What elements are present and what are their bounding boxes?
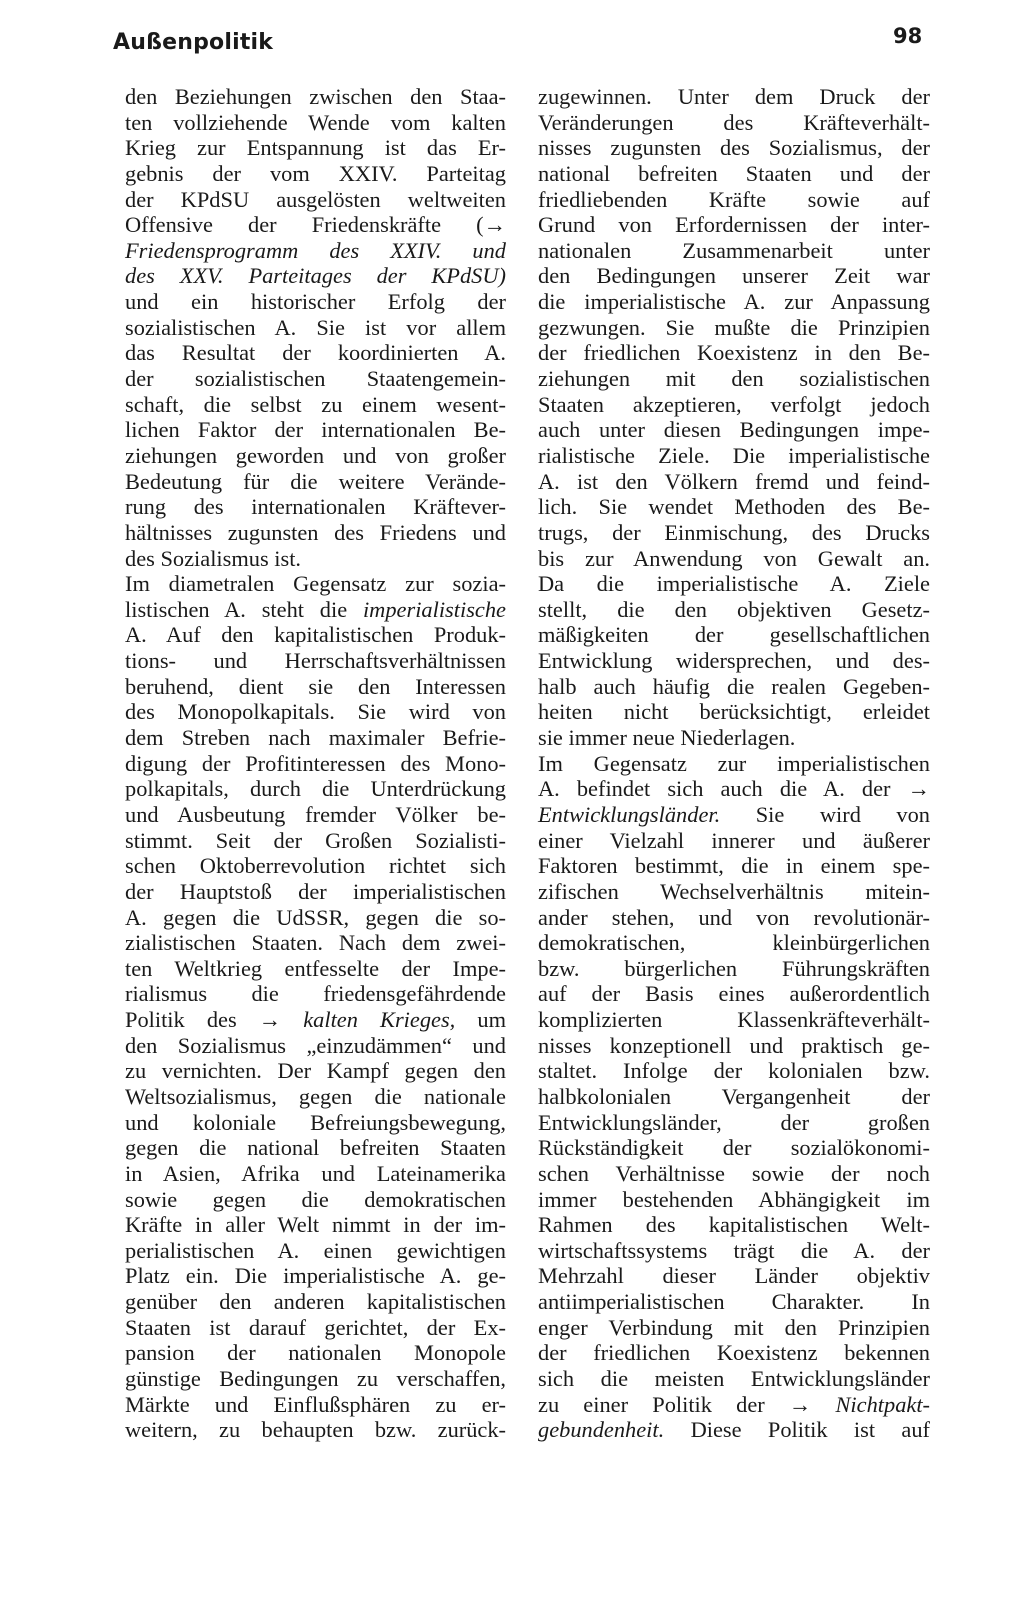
text-line	[538, 212, 930, 238]
text-segment: stellt, die den objektiven Gesetz-	[538, 596, 930, 622]
text-segment: sowie gegen die demokratischen	[125, 1186, 506, 1212]
text-segment: gegen die national befreiten Staaten	[125, 1135, 506, 1161]
text-line	[125, 1084, 506, 1110]
text-segment: um	[455, 1007, 506, 1033]
page-header-title: Außenpolitik	[113, 30, 274, 55]
text-segment: ten vollziehende Wende vom kalten	[125, 109, 506, 135]
text-segment: zu einer Politik der →	[538, 1391, 836, 1417]
text-line	[125, 725, 506, 751]
text-line	[538, 1187, 930, 1213]
text-line	[538, 546, 930, 572]
text-segment: der Hauptstoß der imperialistischen	[125, 878, 506, 904]
text-segment: trugs, der Einmischung, des Drucks	[538, 519, 930, 545]
text-segment: den Bedingungen unserer Zeit war	[538, 263, 930, 289]
text-line	[125, 520, 506, 546]
right-text-column	[538, 84, 930, 1443]
text-segment: Weltsozialismus, gegen die nationale	[125, 1083, 506, 1109]
text-line	[125, 238, 506, 264]
text-line	[538, 469, 930, 495]
text-segment: in Asien, Afrika und Lateinamerika	[125, 1160, 506, 1186]
text-segment: wirtschaftssystems trägt die A. der	[538, 1237, 930, 1263]
text-line	[538, 622, 930, 648]
text-line	[125, 1392, 506, 1418]
text-line	[125, 1238, 506, 1264]
text-segment: ziehungen mit den sozialistischen	[538, 366, 930, 392]
text-segment: Entwicklungsländer, der großen	[538, 1109, 930, 1135]
text-line	[125, 853, 506, 879]
text-line	[125, 1007, 506, 1033]
text-line	[538, 1084, 930, 1110]
text-segment: schen Verhältnisse sowie der noch	[538, 1160, 930, 1186]
text-segment: national befreiten Staaten und der	[538, 160, 930, 186]
text-line	[538, 84, 930, 110]
italic-text-segment: Friedensprogramm des XXIV. und	[125, 237, 506, 263]
text-line	[125, 263, 506, 289]
text-line	[538, 340, 930, 366]
text-line	[125, 84, 506, 110]
text-segment: listischen A. steht die	[125, 596, 363, 622]
text-line	[125, 1263, 506, 1289]
text-segment: Märkte und Einflußsphären zu er-	[125, 1391, 506, 1417]
text-segment: digung der Profitinteressen des Mono-	[125, 750, 506, 776]
text-line	[125, 1289, 506, 1315]
text-line	[538, 879, 930, 905]
text-segment: Sie wird von	[720, 801, 930, 827]
text-line	[538, 1033, 930, 1059]
text-segment: enger Verbindung mit den Prinzipien	[538, 1314, 930, 1340]
text-line	[538, 110, 930, 136]
italic-text-segment: Nichtpakt-	[835, 1391, 930, 1417]
text-segment: ziehungen geworden und von großer	[125, 442, 506, 468]
text-segment: A. Auf den kapitalistischen Produk-	[125, 622, 506, 648]
text-segment: Entwicklung widersprechen, und des-	[538, 648, 930, 674]
text-segment: friedliebenden Kräfte sowie auf	[538, 186, 930, 212]
text-line	[538, 392, 930, 418]
text-segment: stimmt. Seit der Großen Sozialisti-	[125, 827, 506, 853]
text-line	[125, 315, 506, 341]
page-number: 98	[893, 24, 923, 48]
text-segment: Platz ein. Die imperialistische A. ge-	[125, 1263, 506, 1289]
text-segment: und koloniale Befreiungsbewegung,	[125, 1109, 506, 1135]
text-line	[125, 135, 506, 161]
text-segment: den Beziehungen zwischen den Staa-	[125, 84, 506, 109]
text-line	[538, 751, 930, 777]
text-line	[538, 1212, 930, 1238]
text-segment: dem Streben nach maximaler Befrie-	[125, 725, 506, 751]
text-line	[125, 340, 506, 366]
text-segment: ander stehen, und von revolutionär-	[538, 904, 930, 930]
italic-text-segment: Entwicklungsländer.	[538, 801, 721, 827]
text-segment: genüber den anderen kapitalistischen	[125, 1289, 506, 1315]
text-line	[125, 802, 506, 828]
text-line	[538, 802, 930, 828]
text-line	[538, 956, 930, 982]
text-segment: lich. Sie wendet Methoden des Be-	[538, 494, 930, 520]
text-segment: heiten nicht berücksichtigt, erleidet	[538, 699, 930, 725]
text-line	[538, 1110, 930, 1136]
text-line	[538, 725, 930, 751]
text-segment: Rahmen des kapitalistischen Welt-	[538, 1212, 930, 1238]
text-line	[125, 699, 506, 725]
text-line	[125, 622, 506, 648]
text-segment: Krieg zur Entspannung ist das Er-	[125, 135, 506, 161]
text-segment: sich die meisten Entwicklungsländer	[538, 1366, 930, 1392]
text-segment: günstige Bedingungen zu verschaffen,	[125, 1366, 506, 1392]
text-line	[538, 238, 930, 264]
text-line	[538, 443, 930, 469]
text-line	[125, 392, 506, 418]
text-line	[125, 1212, 506, 1238]
text-segment: Im Gegensatz zur imperialistischen	[538, 750, 930, 776]
text-segment: perialistischen A. einen gewichtigen	[125, 1237, 506, 1263]
text-line	[125, 366, 506, 392]
text-segment: bis zur Anwendung von Gewalt an.	[538, 545, 930, 571]
text-line	[538, 1289, 930, 1315]
text-line	[125, 187, 506, 213]
text-line	[538, 905, 930, 931]
text-segment: das Resultat der koordinierten A.	[125, 340, 506, 366]
text-line	[125, 956, 506, 982]
text-segment: polkapitals, durch die Unterdrückung	[125, 776, 506, 802]
text-segment: gebnis der vom XXIV. Parteitag	[125, 160, 506, 186]
text-segment: immer bestehenden Abhängigkeit im	[538, 1186, 930, 1212]
text-segment: halb auch häufig die realen Gegeben-	[538, 673, 930, 699]
italic-text-segment: kalten Krieges,	[303, 1007, 456, 1033]
text-segment: tions- und Herrschaftsverhältnissen	[125, 648, 506, 674]
text-line	[125, 648, 506, 674]
text-segment: nisses konzeptionell und praktisch ge-	[538, 1032, 930, 1058]
text-line	[125, 1187, 506, 1213]
text-segment: nisses zugunsten des Sozialismus, der	[538, 135, 930, 161]
text-segment: Im diametralen Gegensatz zur sozia-	[125, 571, 506, 597]
text-line	[538, 776, 930, 802]
text-segment: zialistischen Staaten. Nach dem zwei-	[125, 930, 506, 956]
text-line	[125, 1058, 506, 1084]
text-segment: Staaten ist darauf gerichtet, der Ex-	[125, 1314, 506, 1340]
text-segment: rialistische Ziele. Die imperialistische	[538, 442, 930, 468]
text-segment: halbkolonialen Vergangenheit der	[538, 1083, 930, 1109]
text-segment: einer Vielzahl innerer und äußerer	[538, 827, 930, 853]
left-text-column	[125, 84, 506, 1443]
text-segment: A. ist den Völkern fremd und feind-	[538, 468, 930, 494]
text-line	[125, 571, 506, 597]
text-line	[125, 1417, 506, 1443]
text-segment: Diese Politik ist auf	[664, 1417, 930, 1443]
text-segment: Mehrzahl dieser Länder objektiv	[538, 1263, 930, 1289]
text-line	[125, 1110, 506, 1136]
text-line	[538, 981, 930, 1007]
text-line	[125, 879, 506, 905]
text-line	[125, 828, 506, 854]
text-line	[125, 597, 506, 623]
text-line	[125, 1366, 506, 1392]
text-line	[125, 417, 506, 443]
text-line	[125, 546, 506, 572]
text-segment: staltet. Infolge der kolonialen bzw.	[538, 1058, 930, 1084]
text-line	[125, 1161, 506, 1187]
italic-text-segment: des XXV. Parteitages der KPdSU)	[125, 263, 506, 289]
text-line	[125, 930, 506, 956]
text-segment: hältnisses zugunsten des Friedens und	[125, 519, 506, 545]
text-segment: beruhend, dient sie den Interessen	[125, 673, 506, 699]
italic-text-segment: gebundenheit.	[538, 1417, 665, 1443]
text-line	[538, 648, 930, 674]
text-line	[538, 1007, 930, 1033]
text-line	[125, 494, 506, 520]
text-segment: den Sozialismus „einzudämmen“ und	[125, 1032, 506, 1058]
text-segment: rung des internationalen Kräftever-	[125, 494, 506, 520]
text-line	[538, 930, 930, 956]
text-segment: Politik des →	[125, 1007, 304, 1033]
text-line	[125, 1315, 506, 1341]
text-line	[125, 110, 506, 136]
text-segment: der friedlichen Koexistenz in den Be-	[538, 340, 930, 366]
text-segment: rialismus die friedensgefährdende	[125, 981, 506, 1007]
text-line	[125, 1033, 506, 1059]
text-line	[538, 1340, 930, 1366]
text-line	[125, 443, 506, 469]
text-segment: Grund von Erfordernissen der inter-	[538, 212, 930, 238]
text-segment: komplizierten Klassenkräfteverhält-	[538, 1007, 930, 1033]
text-segment: Offensive der Friedenskräfte (→	[125, 212, 506, 238]
text-line	[538, 494, 930, 520]
text-segment: antiimperialistischen Charakter. In	[538, 1289, 930, 1315]
text-line	[538, 1135, 930, 1161]
text-line	[125, 289, 506, 315]
text-segment: Bedeutung für die weitere Verände-	[125, 468, 506, 494]
text-line	[125, 981, 506, 1007]
text-line	[538, 289, 930, 315]
text-line	[538, 1315, 930, 1341]
text-line	[538, 699, 930, 725]
text-line	[538, 1263, 930, 1289]
text-line	[125, 905, 506, 931]
text-segment: Da die imperialistische A. Ziele	[538, 571, 930, 597]
text-segment: zifischen Wechselverhältnis mitein-	[538, 878, 930, 904]
text-segment: Veränderungen des Kräfteverhält-	[538, 109, 930, 135]
text-line	[538, 1366, 930, 1392]
text-segment: die imperialistische A. zur Anpassung	[538, 289, 930, 315]
text-segment: der friedlichen Koexistenz bekennen	[538, 1340, 930, 1366]
text-segment: und Ausbeutung fremder Völker be-	[125, 801, 506, 827]
text-segment: Staaten akzeptieren, verfolgt jedoch	[538, 391, 930, 417]
text-line	[125, 161, 506, 187]
text-segment: sozialistischen A. Sie ist vor allem	[125, 314, 506, 340]
text-line	[538, 263, 930, 289]
text-segment: ten Weltkrieg entfesselte der Impe-	[125, 955, 506, 981]
text-line	[538, 1417, 930, 1443]
text-line	[538, 571, 930, 597]
text-line	[125, 674, 506, 700]
text-segment: weitern, zu behaupten bzw. zurück-	[125, 1417, 506, 1443]
text-line	[125, 212, 506, 238]
text-line	[538, 674, 930, 700]
text-line	[538, 597, 930, 623]
text-segment: Kräfte in aller Welt nimmt in der im-	[125, 1212, 506, 1238]
text-segment: pansion der nationalen Monopole	[125, 1340, 506, 1366]
italic-text-segment: imperialistische	[362, 596, 506, 622]
text-line	[538, 1058, 930, 1084]
text-segment: des Monopolkapitals. Sie wird von	[125, 699, 506, 725]
text-segment: und ein historischer Erfolg der	[125, 289, 506, 315]
text-line	[125, 751, 506, 777]
text-segment: schen Oktoberrevolution richtet sich	[125, 853, 506, 879]
text-line	[125, 469, 506, 495]
text-line	[538, 135, 930, 161]
text-segment: der sozialistischen Staatengemein-	[125, 366, 506, 392]
text-line	[538, 417, 930, 443]
text-segment: schaft, die selbst zu einem wesent-	[125, 391, 506, 417]
text-segment: bzw. bürgerlichen Führungskräften	[538, 955, 930, 981]
text-line	[125, 1340, 506, 1366]
text-segment: zu vernichten. Der Kampf gegen den	[125, 1058, 506, 1084]
text-segment: A. gegen die UdSSR, gegen die so-	[125, 904, 506, 930]
text-segment: nationalen Zusammenarbeit unter	[538, 237, 930, 263]
text-line	[538, 315, 930, 341]
text-segment: Rückständigkeit der sozialökonomi-	[538, 1135, 930, 1161]
text-line	[538, 161, 930, 187]
text-line	[538, 520, 930, 546]
text-segment: mäßigkeiten der gesellschaftlichen	[538, 622, 930, 648]
text-segment: sie immer neue Niederlagen.	[538, 725, 796, 751]
text-segment: A. befindet sich auch die A. der →	[538, 776, 930, 802]
text-segment: lichen Faktor der internationalen Be-	[125, 417, 506, 443]
text-segment: zugewinnen. Unter dem Druck der	[538, 84, 930, 109]
text-segment: gezwungen. Sie mußte die Prinzipien	[538, 314, 930, 340]
text-segment: auch unter diesen Bedingungen impe-	[538, 417, 930, 443]
text-line	[538, 828, 930, 854]
text-line	[125, 1135, 506, 1161]
text-line	[538, 366, 930, 392]
text-segment: demokratischen, kleinbürgerlichen	[538, 930, 930, 956]
text-segment: des Sozialismus ist.	[125, 545, 302, 571]
text-line	[125, 776, 506, 802]
text-line	[538, 1392, 930, 1418]
text-line	[538, 1238, 930, 1264]
text-line	[538, 187, 930, 213]
text-segment: auf der Basis eines außerordentlich	[538, 981, 930, 1007]
text-line	[538, 853, 930, 879]
text-segment: Faktoren bestimmt, die in einem spe-	[538, 853, 930, 879]
text-segment: der KPdSU ausgelösten weltweiten	[125, 186, 506, 212]
text-line	[538, 1161, 930, 1187]
